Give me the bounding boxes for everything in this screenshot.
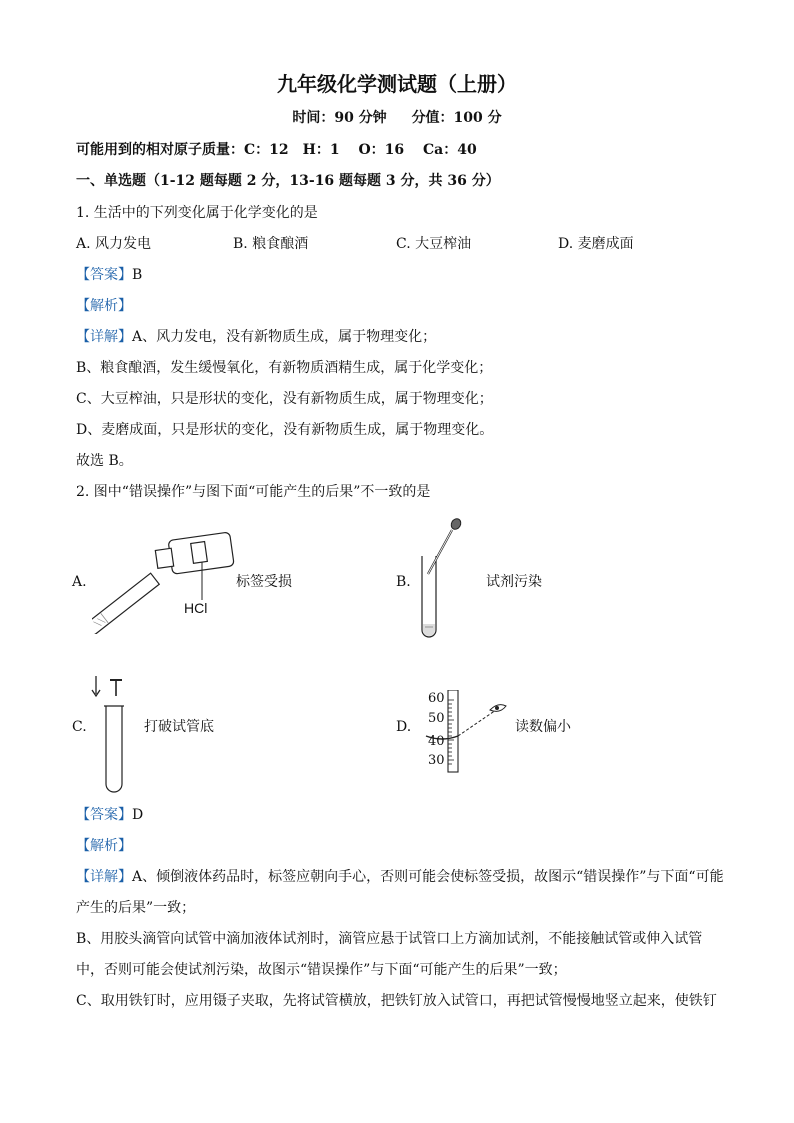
q1-answer bbox=[76, 266, 142, 284]
q1-detail-line: B、粮食酿酒，发生缓慢氧化，有新物质酒精生成，属于化学变化； bbox=[76, 360, 493, 376]
q1-detail-line: C、大豆榨油，只是形状的变化，没有新物质生成，属于物理变化； bbox=[76, 391, 493, 407]
q2-option-c-letter: C. bbox=[72, 719, 87, 735]
q2-option-a-letter: A. bbox=[72, 574, 87, 590]
q1-analysis-tag: 【解析】 bbox=[76, 298, 132, 314]
q1-detail-line: 故选 B。 bbox=[76, 453, 133, 469]
q2-option-b-letter: B. bbox=[396, 574, 411, 590]
q2-detail-line: B、用胶头滴管向试管中滴加液体试剂时，滴管应悬于试管口上方滴加试剂，不能接触试管或伸入试管 bbox=[76, 931, 703, 947]
answer-value: B bbox=[132, 267, 143, 283]
q2-answer bbox=[76, 806, 143, 824]
q2-option-d-caption: 读数偏小 bbox=[515, 719, 571, 735]
q1-option-c: C. 大豆榨油 bbox=[396, 236, 472, 252]
question-2-stem: 2. 图中“错误操作”与图下面“可能产生的后果”不一致的是 bbox=[76, 484, 431, 500]
q1-option-d: D. 麦磨成面 bbox=[558, 236, 634, 252]
detail-tag: 【详解】 bbox=[76, 329, 132, 345]
q2-option-b-caption: 试剂污染 bbox=[486, 574, 542, 590]
q1-detail-line bbox=[76, 328, 436, 346]
answer-value: D bbox=[132, 807, 144, 823]
q2-detail-line: 产生的后果”一致； bbox=[76, 900, 196, 916]
scale-label-50: 50 bbox=[428, 711, 445, 726]
detail-tag: 【详解】 bbox=[76, 869, 132, 885]
page-title: 九年级化学测试题（上册） bbox=[277, 72, 517, 96]
q2-detail-line: C、取用铁钉时，应用镊子夹取，先将试管横放，把铁钉放入试管口，再把试管慢慢地竖立起来，使铁钉 bbox=[76, 993, 717, 1009]
scale-label-60: 60 bbox=[428, 691, 445, 706]
section-heading: 一、单选题（1-12 题每题 2 分，13-16 题每题 3 分，共 36 分） bbox=[76, 173, 500, 189]
question-1-stem: 1. 生活中的下列变化属于化学变化的是 bbox=[76, 205, 318, 221]
dropper-figure bbox=[414, 516, 468, 640]
q2-option-c-caption: 打破试管底 bbox=[144, 719, 214, 735]
q2-detail-line bbox=[76, 868, 724, 886]
hcl-label: HCl bbox=[184, 600, 208, 616]
q1-option-a: A. 风力发电 bbox=[76, 236, 152, 252]
atomic-mass-note: 可能用到的相对原子质量：C：12 H：1 O：16 Ca：40 bbox=[76, 142, 477, 158]
pouring-liquid-figure bbox=[92, 522, 242, 634]
detail-text: A、倾倒液体药品时，标签应朝向手心，否则可能会使标签受损，故图示“错误操作”与下面“可能 bbox=[132, 869, 724, 885]
answer-tag: 【答案】 bbox=[76, 267, 132, 283]
q2-analysis-tag: 【解析】 bbox=[76, 838, 132, 854]
q2-option-a-caption: 标签受损 bbox=[236, 574, 292, 590]
exam-info bbox=[0, 109, 794, 127]
scale-label-30: 30 bbox=[428, 753, 445, 768]
q1-option-b: B. 粮食酿酒 bbox=[233, 236, 309, 252]
q2-option-d-letter: D. bbox=[396, 719, 412, 735]
detail-text: A、风力发电，没有新物质生成，属于物理变化； bbox=[132, 329, 437, 345]
scale-label-40: 40 bbox=[428, 734, 445, 749]
q1-detail-line: D、麦磨成面，只是形状的变化，没有新物质生成，属于物理变化。 bbox=[76, 422, 494, 438]
q2-detail-line: 中，否则可能会使试剂污染，故图示“错误操作”与下面“可能产生的后果”一致； bbox=[76, 962, 567, 978]
exam-time: 时间：90 分钟 bbox=[292, 110, 387, 126]
answer-tag: 【答案】 bbox=[76, 807, 132, 823]
exam-score: 分值：100 分 bbox=[411, 110, 502, 126]
nail-drop-figure bbox=[88, 674, 138, 794]
